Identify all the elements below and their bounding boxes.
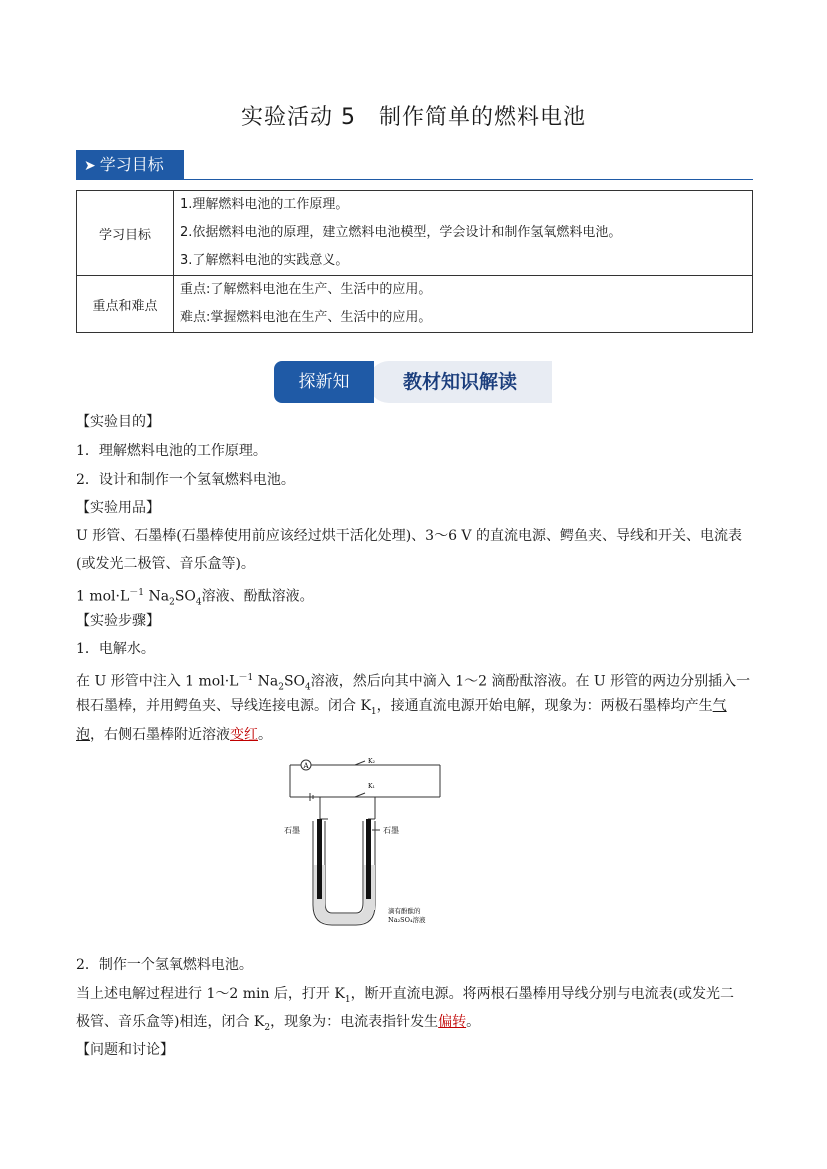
banner-left: 探新知	[274, 361, 374, 403]
answer-blank: 变红	[230, 727, 258, 743]
solution-label: 滴有酚酞的	[388, 907, 421, 915]
materials-line: U 形管、石墨棒(石墨棒使用前应该经过烘干活化处理)、3～6 V 的直流电源、鳄鱼夹、导线和开关、电流表	[76, 528, 742, 544]
answer-blank: 气	[712, 698, 727, 714]
materials-heading: 【实验用品】	[76, 500, 160, 516]
purpose-item: 2．设计和制作一个氢氧燃料电池。	[76, 472, 295, 488]
step-title: 2．制作一个氢氧燃料电池。	[76, 957, 253, 973]
keypoint-line: 重点:了解燃料电池在生产、生活中的应用。	[180, 282, 432, 297]
page-title: 实验活动 5 制作简单的燃料电池	[241, 105, 586, 130]
table-row	[77, 191, 753, 276]
step-text: 根石墨棒，并用鳄鱼夹、导线连接电源。闭合 $K_1$，接通直流电源开始电解，现象为：两极石墨棒均产生气	[76, 698, 727, 717]
materials-line: (或发光二极管、音乐盒等)。	[76, 556, 255, 572]
materials-line: 1 $mol\cdot L^{-1}$ $Na_2SO_4$溶液、酚酞溶液。	[76, 588, 314, 608]
graphite-label-left: 石墨	[284, 826, 300, 835]
step-title: 1．电解水。	[76, 641, 155, 657]
purpose-item: 1．理解燃料电池的工作原理。	[76, 443, 267, 459]
step-text: 当上述电解过程进行 1～2 min 后，打开 $K_1$，断开直流电源。将两根石墨棒用导线分别与电流表(或发光二	[76, 986, 735, 1005]
goal-line: 3.了解燃料电池的实践意义。	[180, 253, 349, 268]
step-text: 在 U 形管中注入 1 $mol\cdot L^{-1}$ $Na_2SO_4$溶液，然后向其中滴入 1～2 滴酚酞溶液。在 U 形管的两边分别插入一	[76, 673, 751, 693]
discussion-heading: 【问题和讨论】	[76, 1042, 174, 1058]
section-banner	[274, 361, 552, 403]
table-head-goals: 学习目标	[77, 191, 174, 276]
switch-k2-label: K₂	[368, 758, 375, 765]
switch-k1-label: K₁	[368, 783, 375, 790]
table-head-keypoints: 重点和难点	[77, 276, 174, 333]
purpose-heading: 【实验目的】	[76, 414, 160, 430]
banner-right: 教材知识解读	[368, 361, 552, 403]
table-cell-goals	[174, 191, 753, 276]
table-row	[77, 276, 753, 333]
step-text: 泡，右侧石墨棒附近溶液变红。	[76, 727, 272, 743]
section-tag-learning-goals	[76, 150, 184, 179]
table-cell-keypoints	[174, 276, 753, 333]
steps-heading: 【实验步骤】	[76, 613, 160, 629]
electrolysis-figure	[280, 755, 450, 940]
answer-blank: 偏转	[438, 1014, 467, 1030]
section-tag-label: 学习目标	[99, 155, 164, 174]
step-text: 极管、音乐盒等)相连，闭合 $K_2$，现象为：电流表指针发生偏转。	[76, 1014, 481, 1033]
answer-blank: 泡	[76, 727, 90, 743]
goals-table	[76, 190, 753, 333]
section-divider	[76, 179, 753, 180]
goal-line: 2.依据燃料电池的原理，建立燃料电池模型，学会设计和制作氢氧燃料电池。	[180, 225, 622, 240]
goal-line: 1.理解燃料电池的工作原理。	[180, 197, 349, 212]
ammeter-symbol: A	[303, 762, 309, 770]
arrow-icon: ➤	[84, 158, 96, 174]
keypoint-line: 难点:掌握燃料电池在生产、生活中的应用。	[180, 310, 432, 325]
graphite-rod-left	[317, 819, 322, 899]
graphite-label-right: 石墨	[383, 826, 399, 835]
solution-label: Na₂SO₄溶液	[388, 916, 426, 924]
graphite-rod-right	[366, 819, 371, 899]
